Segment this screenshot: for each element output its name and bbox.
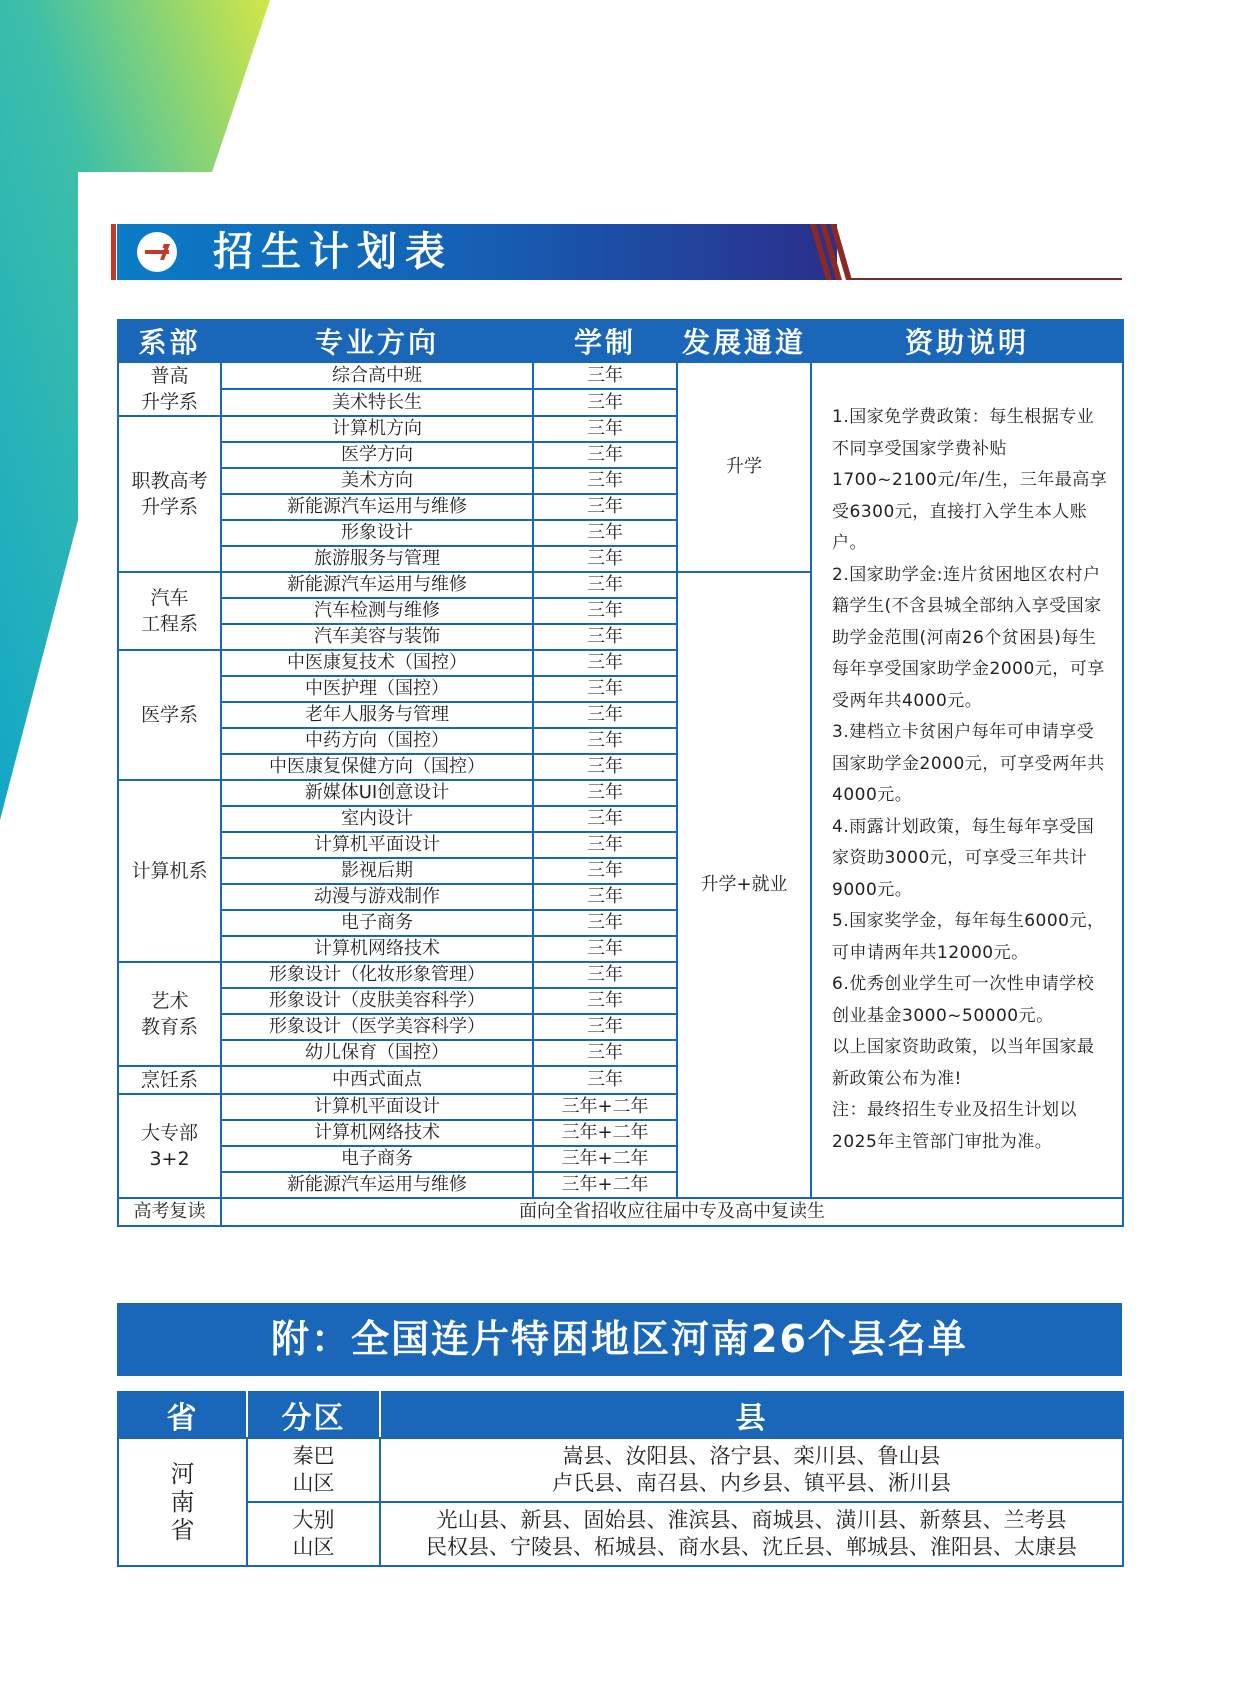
funding-note: 3.建档立卡贫困户每年可申请享受国家助学金2000元，可享受两年共4000元。 — [832, 722, 1105, 805]
duration-cell: 三年 — [533, 650, 677, 676]
duration-cell: 三年 — [533, 728, 677, 754]
header-channel: 发展通道 — [677, 320, 811, 362]
duration-cell: 三年 — [533, 572, 677, 598]
section-header — [117, 224, 837, 280]
duration-cell: 三年 — [533, 702, 677, 728]
major-cell: 旅游服务与管理 — [221, 546, 533, 572]
header-rule — [850, 278, 1122, 280]
duration-cell: 三年+二年 — [533, 1120, 677, 1146]
funding-note: 注：最终招生专业及招生计划以2025年主管部门审批为准。 — [832, 1100, 1077, 1152]
major-cell: 中医康复保健方向（国控） — [221, 754, 533, 780]
duration-cell: 三年 — [533, 362, 677, 389]
duration-cell: 三年 — [533, 598, 677, 624]
dept-cell: 烹饪系 — [118, 1066, 221, 1094]
channel-cell: 升学+就业 — [677, 572, 811, 1198]
section-title: 招生计划表 — [213, 229, 453, 275]
duration-cell: 三年 — [533, 988, 677, 1014]
major-cell: 中西式面点 — [221, 1066, 533, 1094]
pencil-icon — [137, 232, 177, 272]
major-cell: 老年人服务与管理 — [221, 702, 533, 728]
header-dept: 系部 — [118, 320, 221, 362]
major-cell: 美术特长生 — [221, 389, 533, 416]
funding-note: 以上国家资助政策，以当年国家最新政策公布为准! — [832, 1037, 1095, 1089]
header-zone: 分区 — [247, 1392, 380, 1438]
dept-cell: 艺术 教育系 — [118, 962, 221, 1066]
major-cell: 美术方向 — [221, 468, 533, 494]
duration-cell: 三年 — [533, 884, 677, 910]
major-cell: 电子商务 — [221, 910, 533, 936]
duration-cell: 三年 — [533, 442, 677, 468]
major-cell: 汽车检测与维修 — [221, 598, 533, 624]
major-cell: 医学方向 — [221, 442, 533, 468]
duration-cell: 三年 — [533, 1040, 677, 1066]
duration-cell: 三年+二年 — [533, 1172, 677, 1198]
county-table — [117, 1391, 1124, 1567]
duration-cell: 三年 — [533, 910, 677, 936]
major-cell: 新能源汽车运用与维修 — [221, 572, 533, 598]
appendix-title: 附：全国连片特困地区河南26个县名单 — [117, 1303, 1122, 1376]
funding-notes — [811, 362, 1123, 1198]
county-header-row — [118, 1392, 1123, 1438]
duration-cell: 三年 — [533, 389, 677, 416]
major-cell: 影视后期 — [221, 858, 533, 884]
major-cell: 计算机网络技术 — [221, 936, 533, 962]
major-cell: 综合高中班 — [221, 362, 533, 389]
header-duration: 学制 — [533, 320, 677, 362]
dept-cell: 普高 升学系 — [118, 362, 221, 416]
duration-cell: 三年 — [533, 754, 677, 780]
major-cell: 汽车美容与装饰 — [221, 624, 533, 650]
major-cell: 中医护理（国控） — [221, 676, 533, 702]
major-cell: 幼儿保育（国控） — [221, 1040, 533, 1066]
header-funding: 资助说明 — [811, 320, 1123, 362]
funding-note: 2.国家助学金:连片贫困地区农村户籍学生(不含县城全部纳入享受国家助学金范围(河南26个贫困县)每生每年享受国家助学金2000元，可享受两年共4000元。 — [832, 564, 1105, 711]
retake-row — [118, 1198, 1123, 1226]
dept-cell: 汽车 工程系 — [118, 572, 221, 650]
major-cell: 中药方向（国控） — [221, 728, 533, 754]
county-row — [118, 1502, 1123, 1566]
major-cell: 形象设计（化妆形象管理） — [221, 962, 533, 988]
duration-cell: 三年 — [533, 416, 677, 442]
retake-desc: 面向全省招收应往届中专及高中复读生 — [221, 1198, 1123, 1226]
dept-cell: 医学系 — [118, 650, 221, 780]
counties-cell: 光山县、新县、固始县、淮滨县、商城县、潢川县、新蔡县、兰考县 民权县、宁陵县、柘城县、商水县、沈丘县、郸城县、淮阳县、太康县 — [380, 1502, 1123, 1566]
duration-cell: 三年 — [533, 806, 677, 832]
major-cell: 计算机平面设计 — [221, 1094, 533, 1120]
major-cell: 新能源汽车运用与维修 — [221, 1172, 533, 1198]
duration-cell: 三年 — [533, 780, 677, 806]
major-cell: 中医康复技术（国控） — [221, 650, 533, 676]
retake-dept: 高考复读 — [118, 1198, 221, 1226]
duration-cell: 三年 — [533, 962, 677, 988]
funding-note: 5.国家奖学金，每年每生6000元，可申请两年共12000元。 — [832, 911, 1105, 963]
duration-cell: 三年 — [533, 546, 677, 572]
province-cell: 河 南 省 — [118, 1438, 247, 1566]
duration-cell: 三年+二年 — [533, 1146, 677, 1172]
table-header-row — [118, 320, 1123, 362]
duration-cell: 三年 — [533, 676, 677, 702]
major-cell: 计算机平面设计 — [221, 832, 533, 858]
duration-cell: 三年 — [533, 1014, 677, 1040]
duration-cell: 三年 — [533, 936, 677, 962]
dept-cell: 大专部 3+2 — [118, 1094, 221, 1198]
zone-cell: 大别 山区 — [247, 1502, 380, 1566]
header-province: 省 — [118, 1392, 247, 1438]
major-cell: 动漫与游戏制作 — [221, 884, 533, 910]
funding-note: 1.国家免学费政策：每生根据专业不同享受国家学费补贴1700~2100元/年/生，三年最高享受6300元，直接打入学生本人账户。 — [832, 407, 1108, 553]
header-edge-accent — [111, 224, 116, 280]
duration-cell: 三年 — [533, 832, 677, 858]
duration-cell: 三年 — [533, 1066, 677, 1094]
duration-cell: 三年 — [533, 494, 677, 520]
header-stripes — [810, 224, 860, 280]
header-county: 县 — [380, 1392, 1123, 1438]
major-cell: 形象设计（医学美容科学） — [221, 1014, 533, 1040]
table-body — [118, 362, 1123, 1226]
duration-cell: 三年 — [533, 520, 677, 546]
duration-cell: 三年 — [533, 468, 677, 494]
funding-note: 4.雨露计划政策，每生每年享受国家资助3000元，可享受三年共计9000元。 — [832, 816, 1095, 900]
major-cell: 新能源汽车运用与维修 — [221, 494, 533, 520]
duration-cell: 三年 — [533, 858, 677, 884]
major-cell: 形象设计（皮肤美容科学） — [221, 988, 533, 1014]
duration-cell: 三年 — [533, 624, 677, 650]
dept-cell: 计算机系 — [118, 780, 221, 962]
header-major: 专业方向 — [221, 320, 533, 362]
counties-cell: 嵩县、汝阳县、洛宁县、栾川县、鲁山县 卢氏县、南召县、内乡县、镇平县、淅川县 — [380, 1438, 1123, 1502]
duration-cell: 三年+二年 — [533, 1094, 677, 1120]
channel-cell: 升学 — [677, 362, 811, 572]
funding-note: 6.优秀创业学生可一次性申请学校创业基金3000~50000元。 — [832, 974, 1095, 1026]
major-cell: 新媒体UI创意设计 — [221, 780, 533, 806]
zone-cell: 秦巴 山区 — [247, 1438, 380, 1502]
dept-cell: 职教高考 升学系 — [118, 416, 221, 572]
major-cell: 室内设计 — [221, 806, 533, 832]
enrollment-plan-table — [117, 319, 1124, 1227]
county-row — [118, 1438, 1123, 1502]
major-cell: 电子商务 — [221, 1146, 533, 1172]
table-row — [118, 362, 1123, 389]
major-cell: 计算机方向 — [221, 416, 533, 442]
major-cell: 形象设计 — [221, 520, 533, 546]
major-cell: 计算机网络技术 — [221, 1120, 533, 1146]
